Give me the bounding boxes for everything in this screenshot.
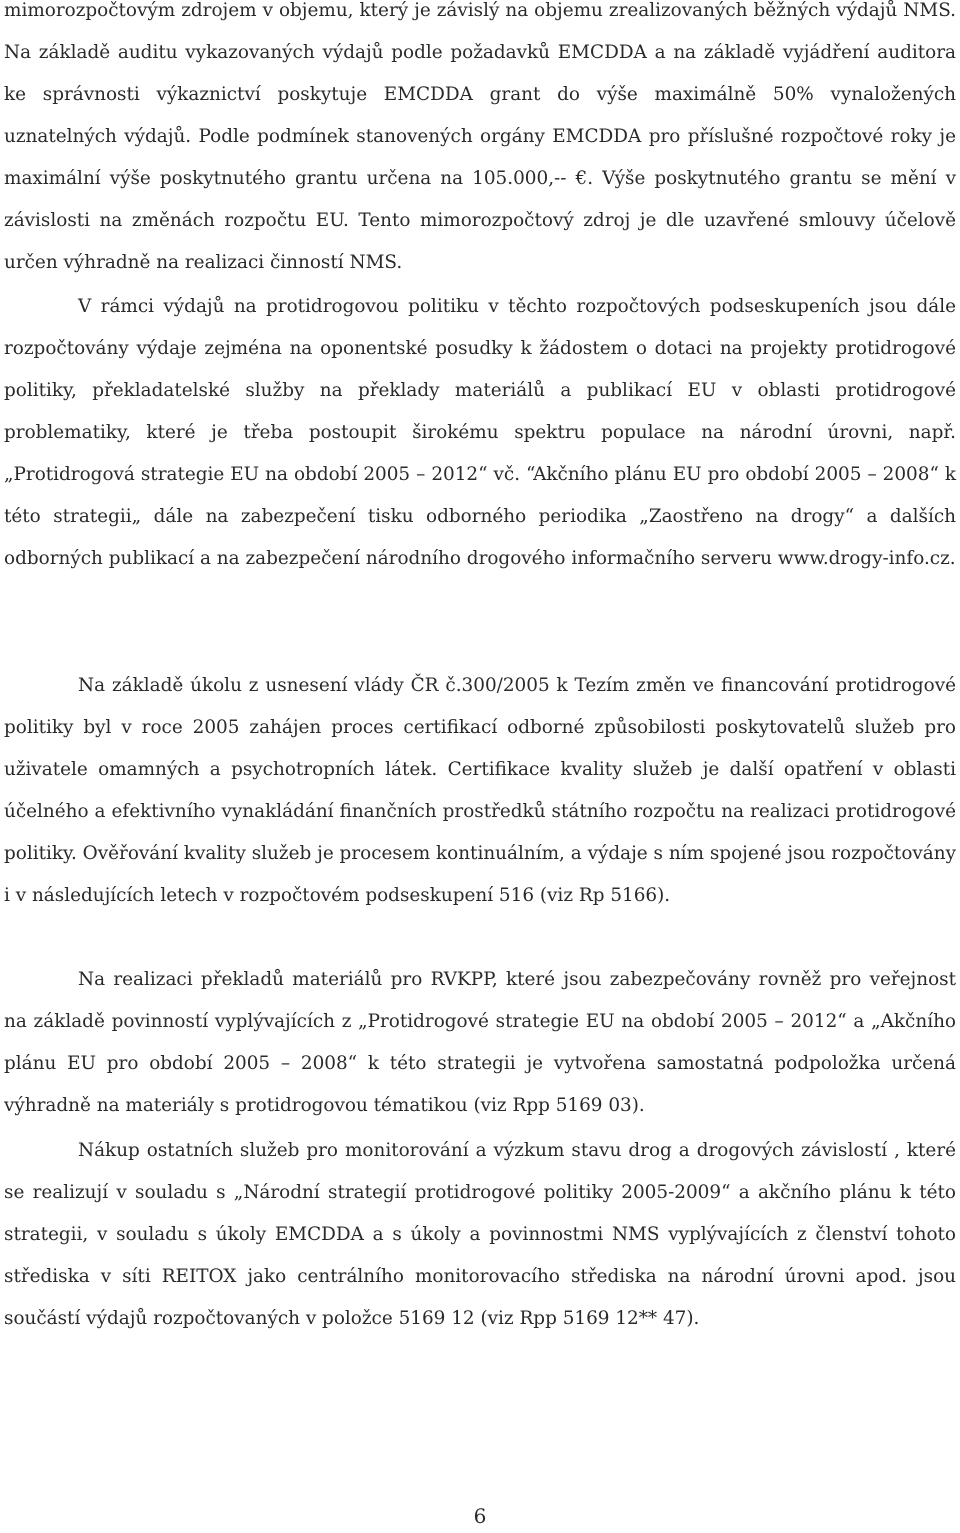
paragraph-translations: Na realizaci překladů materiálů pro RVKPP, které jsou zabezpečovány rovněž pro veřejnost na základě povinností vyplývajících z „Protidrogové strategie EU na období 2005 – 2012“ a „Akčního plánu EU pro období 2005 – 2008“ k této strategii je vytvořena samostatná podpoložka určená výhradně na materiály s protidrogovou tématikou (viz Rpp 5169 03). (4, 969, 956, 1116)
paragraph-monitoring-services: Nákup ostatních služeb pro monitorování a výzkum stavu drog a drogových závislostí , které se realizují v souladu s „Národní strategií protidrogové politiky 2005-2009“ a akčního plánu k této strategii, v souladu s úkoly EMCDDA a s úkoly a povinnostmi NMS vyplývajících z členství tohoto střediska v síti REITOX jako centrálního monitorovacího střediska na národní úrovni apod. jsou součástí výdajů rozpočtovaných v položce 5169 12 (viz Rpp 5169 12** 47). (4, 1140, 956, 1329)
paragraph-certification: Na základě úkolu z usnesení vlády ČR č.300/2005 k Tezím změn ve financování protidrogové politiky byl v roce 2005 zahájen proces certifikací odborné způsobilosti poskytovatelů služeb pro uživatele omamných a psychotropních látek. Certifikace kvality služeb je další opatření v oblasti účelného a efektivního vynakládání finančních prostředků státního rozpočtu na realizaci protidrogové politiky. Ověřování kvality služeb je procesem kontinuálním, a výdaje s ním spojené jsou rozpočtovány i v následujících letech v rozpočtovém podseskupení 516 (viz Rp 5166). (4, 675, 956, 906)
paragraph-emcdda-grant: mimorozpočtovým zdrojem v objemu, který je závislý na objemu zrealizovaných běžných výdajů NMS. Na základě auditu vykazovaných výdajů podle požadavků EMCDDA a na základě vyjádření auditora ke správnosti výkaznictví poskytuje EMCDDA grant do výše maximálně 50% vynaložených uznatelných výdajů. Podle podmínek stanovených orgány EMCDDA pro příslušné rozpočtové roky je maximální výše poskytnutého grantu určena na 105.000,-- €. Výše poskytnutého grantu se mění v závislosti na změnách rozpočtu EU. Tento mimorozpočtový zdroj je dle uzavřené smlouvy účelově určen výhradně na realizaci činností NMS. (4, 0, 956, 273)
page-number: 6 (473, 1504, 487, 1528)
paragraph-drug-policy-expenses: V rámci výdajů na protidrogovou politiku v těchto rozpočtových podseskupeních jsou dále rozpočtovány výdaje zejména na oponentské posudky k žádostem o dotaci na projekty protidrogové politiky, překladatelské služby na překlady materiálů a publikací EU v oblasti protidrogové problematiky, které je třeba postoupit širokému spektru populace na národní úrovni, např. „Protidrogová strategie EU na období 2005 – 2012“ vč. “Akčního plánu EU pro období 2005 – 2008“ k této strategii„ dále na zabezpečení tisku odborného periodika „Zaostřeno na drogy“ a dalších odborných publikací a na zabezpečení národního drogového informačního serveru www.drogy-info.cz. (4, 296, 956, 569)
